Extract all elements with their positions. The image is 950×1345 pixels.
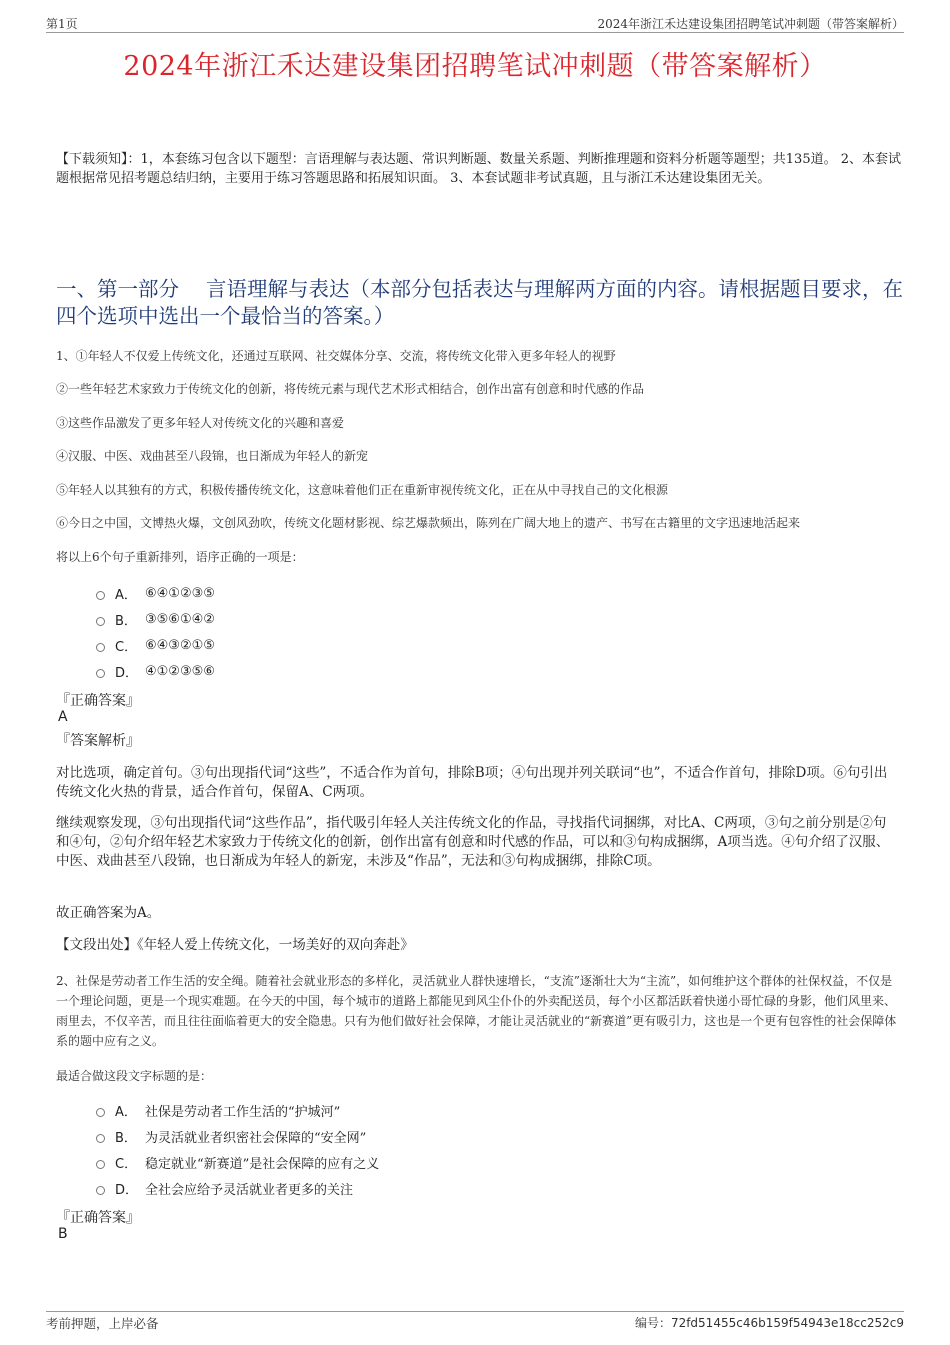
q1-answer-label: 『正确答案』	[56, 693, 140, 709]
page-title: 2024年浙江禾达建设集团招聘笔试冲刺题（带答案解析）	[123, 51, 827, 82]
option-letter: C．	[115, 639, 138, 655]
q1-answer: A	[58, 709, 68, 725]
q2-answer: B	[58, 1226, 68, 1242]
option-letter: C．	[115, 1156, 138, 1172]
q1-line-2: ②一些年轻艺术家致力于传统文化的创新，将传统元素与现代艺术形式相结合，创作出富有创意和时代感的作品	[56, 382, 645, 396]
q2-option-d[interactable]	[96, 1178, 353, 1198]
q1-analysis-para-2: 继续观察发现，③句出现指代词“这些作品”，指代吸引年轻人关注传统文化的作品，寻找指代词捆绑，对比A、C两项，③句之前分别是②句和④句，②句介绍年轻艺术家致力于传统文化的创新，创作出富有创意和时代感的作品，可以和③句构成捆绑，A项当选。④句介绍了汉服、中医、戏曲甚至八段锦，也日渐成为年轻人的新宠，未涉及“作品”，无法和③句构成捆绑，排除C项。	[56, 815, 890, 869]
q1-option-a[interactable]	[96, 583, 215, 603]
footer-divider	[46, 1311, 904, 1312]
option-text: ⑥④①②③⑤	[145, 585, 215, 601]
radio-icon[interactable]	[96, 1134, 105, 1143]
option-letter: B．	[115, 613, 137, 629]
option-letter: B．	[115, 1130, 137, 1146]
option-letter: D．	[115, 665, 139, 681]
q1-line-1: 1、①年轻人不仅爱上传统文化，还通过互联网、社交媒体分享、交流，将传统文化带入更多年轻人的视野	[56, 349, 616, 363]
q1-analysis-para-1: 对比选项，确定首句。③句出现指代词“这些”，不适合作为首句，排除B项；④句出现并列关联词“也”，不适合作首句，排除D项。⑥句引出传统文化火热的背景，适合作首句，保留A、C两项。	[56, 765, 888, 800]
option-letter: A．	[115, 587, 137, 603]
q1-prompt: 将以上6个句子重新排列，语序正确的一项是：	[56, 550, 304, 564]
header-divider	[46, 32, 904, 33]
q2-answer-label: 『正确答案』	[56, 1210, 140, 1226]
q1-analysis-label: 『答案解析』	[56, 733, 140, 749]
q2-prompt: 最适合做这段文字标题的是：	[56, 1069, 213, 1083]
download-notice: 【下载须知】：1，本套练习包含以下题型：言语理解与表达题、常识判断题、数量关系题、判断推理题和资料分析题等题型；共135道。 2、本套试题根据常见招考题总结归纳，主要用于练习答题思路和拓展知识面。 3、本套试题非考试真题，且与浙江禾达建设集团无关。	[56, 152, 901, 186]
q1-option-c[interactable]	[96, 635, 215, 655]
option-text: 为灵活就业者织密社会保障的“安全网”	[145, 1130, 367, 1146]
option-text: 全社会应给予灵活就业者更多的关注	[145, 1182, 354, 1198]
q1-line-6: ⑥今日之中国，文博热火爆，文创风劲吹，传统文化题材影视、综艺爆款频出，陈列在广阔大地上的遗产、书写在古籍里的文字迅速地活起来	[56, 516, 801, 530]
option-text: ⑥④③②①⑤	[145, 637, 215, 653]
q2-option-a[interactable]	[96, 1100, 340, 1120]
option-letter: A．	[115, 1104, 137, 1120]
radio-icon[interactable]	[96, 1186, 105, 1195]
q1-option-b[interactable]	[96, 609, 215, 629]
radio-icon[interactable]	[96, 669, 105, 678]
option-text: 稳定就业“新赛道”是社会保障的应有之义	[145, 1156, 380, 1172]
q2-option-c[interactable]	[96, 1152, 379, 1172]
radio-icon[interactable]	[96, 591, 105, 600]
header-doc-title: 2024年浙江禾达建设集团招聘笔试冲刺题（带答案解析）	[597, 17, 904, 31]
q1-option-d[interactable]	[96, 661, 215, 681]
footer-slogan: 考前押题，上岸必备	[46, 1316, 159, 1331]
q2-option-b[interactable]	[96, 1126, 366, 1146]
q2-stem: 2、社保是劳动者工作生活的安全绳。随着社会就业形态的多样化，灵活就业人群快速增长，“支流”逐渐壮大为“主流”，如何维护这个群体的社保权益，不仅是一个理论问题，更是一个现实难题。在今天的中国，每个城市的道路上都能见到风尘仆仆的外卖配送员，每个小区都活跃着快递小哥忙碌的身影，他们风里来、雨里去，不仅辛苦，而且往往面临着更大的安全隐患。只有为他们做好社会保障，才能让灵活就业的“新赛道”更有吸引力，这也是一个更有包容性的社会保障体系的题中应有之义。	[56, 974, 897, 1048]
q1-analysis-conclusion: 故正确答案为A。	[56, 905, 161, 921]
option-text: 社保是劳动者工作生活的“护城河”	[145, 1104, 341, 1120]
page-number: 第1页	[46, 17, 78, 31]
option-text: ④①②③⑤⑥	[145, 663, 215, 679]
option-text: ③⑤⑥①④②	[145, 611, 215, 627]
footer-doc-id: 编号：72fd51455c46b159f54943e18cc252c9	[634, 1316, 904, 1330]
radio-icon[interactable]	[96, 643, 105, 652]
q1-source: 【文段出处】《年轻人爱上传统文化，一场美好的双向奔赴》	[56, 937, 414, 953]
radio-icon[interactable]	[96, 1160, 105, 1169]
section-heading: 一、第一部分 言语理解与表达（本部分包括表达与理解两方面的内容。请根据题目要求，在四个选项中选出一个最恰当的答案。）	[56, 277, 904, 328]
radio-icon[interactable]	[96, 1108, 105, 1117]
q1-line-5: ⑤年轻人以其独有的方式，积极传播传统文化，这意味着他们正在重新审视传统文化，正在从中寻找自己的文化根源	[56, 483, 669, 497]
q1-line-3: ③这些作品激发了更多年轻人对传统文化的兴趣和喜爱	[56, 416, 345, 430]
radio-icon[interactable]	[96, 617, 105, 626]
option-letter: D．	[115, 1182, 139, 1198]
q1-line-4: ④汉服、中医、戏曲甚至八段锦，也日渐成为年轻人的新宠	[56, 449, 369, 463]
